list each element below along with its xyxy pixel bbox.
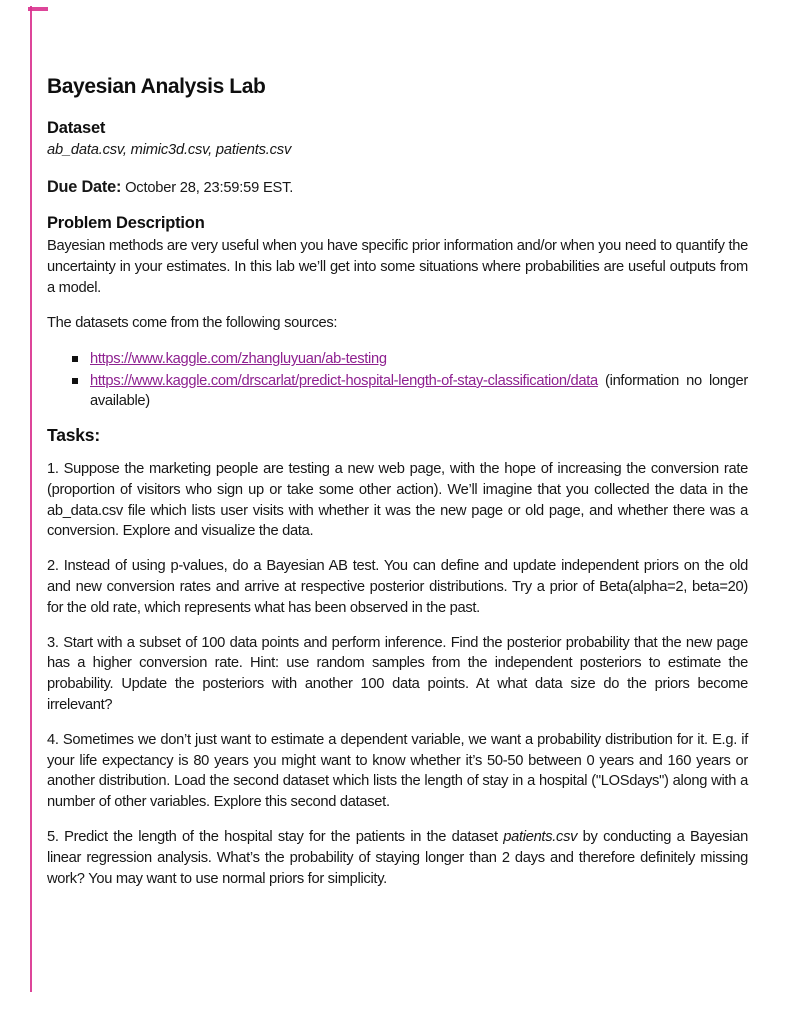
problem-description-body: Bayesian methods are very useful when you have specific prior information and/or when you need to quantify the uncertainty in your estimates. In this lab we’ll get into some situations where probabilities are useful outputs from a model. (47, 238, 748, 296)
task-item-4: 4. Sometimes we don’t just want to estimate a dependent variable, we want a probability distribution for it. E.g. if your life expectancy is 80 years you might want to know whether it’s 50-50 between 0 years and 160 years or another distribution. Load the second dataset which lists the length of stay in a hospital ("LOSdays") along with a number of other variables. Explore this second dataset. (47, 731, 748, 811)
problem-description-heading: Problem Description (47, 214, 205, 232)
task-5-text: by conducting a Bayesian linear regression analysis. What’s the probability of staying longer than 2 days and therefore definitely missing work? You may want to use normal priors for simplicity. (47, 828, 748, 887)
source-list-item (72, 371, 748, 412)
kaggle-hospital-stay-link[interactable]: https://www.kaggle.com/drscarlat/predict-hospital-length-of-stay-classification/data (90, 372, 598, 389)
sources-list (47, 349, 748, 412)
dataset-heading: Dataset (47, 119, 106, 137)
task-item-2: 2. Instead of using p-values, do a Bayesian AB test. You can define and update independent priors on the old and new conversion rates and arrive at respective posterior distributions. Try a prior of Beta(alpha=2, beta=20) for the old rate, which represents what has been observed in the past. (47, 558, 748, 616)
due-date-line (47, 177, 748, 198)
tasks-heading: Tasks: (47, 424, 100, 445)
link-note: (information no longer available) (90, 372, 748, 410)
due-date-value: October 28, 23:59:59 EST. (121, 180, 294, 196)
scan-edge-mark-vertical (30, 6, 32, 992)
document-page (47, 74, 748, 889)
source-list-item (72, 349, 748, 370)
kaggle-ab-testing-link[interactable]: https://www.kaggle.com/zhangluyuan/ab-testing (90, 351, 387, 368)
source-link-line (90, 371, 748, 412)
task-item-3: 3. Start with a subset of 100 data points and perform inference. Find the posterior probability that the new page has a higher conversion rate. Hint: use random samples from the independent posteriors to estimate the probability. Update the posteriors with another 100 data points. At what data size do the priors become irrelevant? (47, 634, 748, 713)
task-item-5 (47, 827, 748, 889)
source-link-line (90, 349, 748, 370)
task-item-1: 1. Suppose the marketing people are testing a new web page, with the hope of increasing the conversion rate (proportion of visitors who sign up or take some other action). We’ll imagine that you collected the data in the ab_data.csv file which lists user visits with whether it was the new page or old page, and whether there was a conversion. Explore and visualize the data. (47, 460, 748, 540)
page-title: Bayesian Analysis Lab (47, 75, 266, 98)
due-date-label: Due Date: (47, 178, 122, 196)
bullet-square-icon (72, 356, 78, 362)
task-5-text: 5. Predict the length of the hospital stay for the patients in the dataset (47, 828, 504, 845)
dataset-files: ab_data.csv, mimic3d.csv, patients.csv (47, 142, 292, 158)
scan-edge-mark-horizontal (28, 7, 48, 11)
bullet-square-icon (72, 378, 78, 384)
task-5-filename: patients.csv (503, 828, 578, 845)
sources-intro: The datasets come from the following sources: (47, 315, 338, 332)
